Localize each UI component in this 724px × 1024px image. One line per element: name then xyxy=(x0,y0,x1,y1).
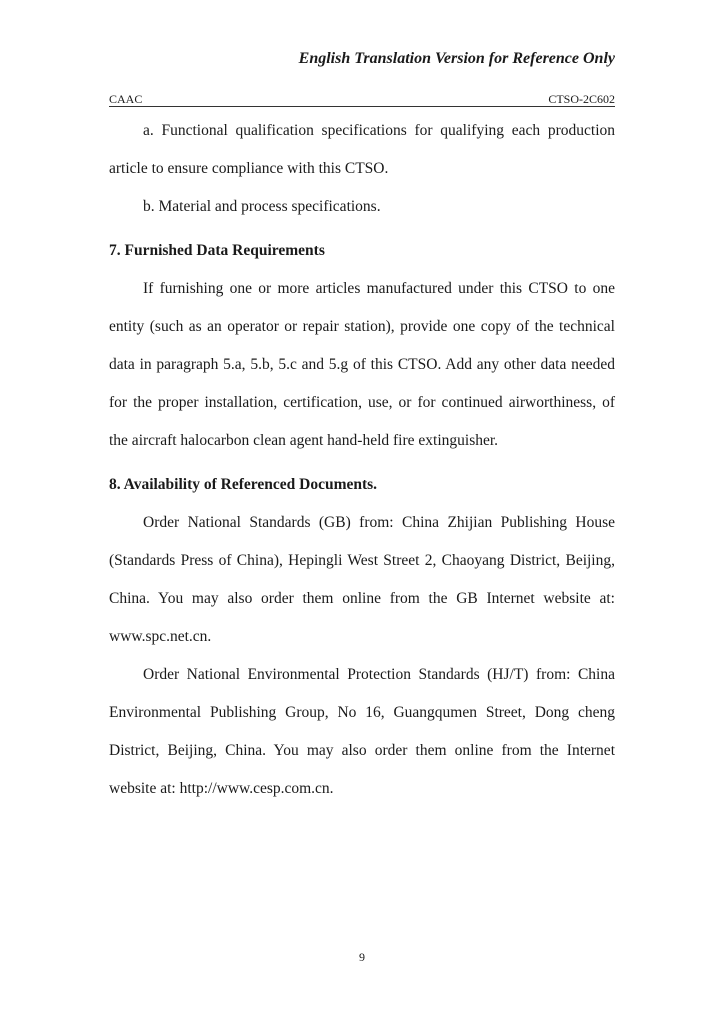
paragraph-a: a. Functional qualification specifications for qualifying each production article to ensure compliance with this CTSO. xyxy=(109,122,615,177)
section-8-heading: 8. Availability of Referenced Documents. xyxy=(109,476,378,493)
header-document-id: CTSO-2C602 xyxy=(548,92,615,106)
document-body xyxy=(109,112,615,808)
header-organization: CAAC xyxy=(109,92,143,106)
section-7-heading: 7. Furnished Data Requirements xyxy=(109,242,325,259)
running-header xyxy=(109,92,615,107)
section-8-paragraph-1: Order National Standards (GB) from: China Zhijian Publishing House (Standards Press of China), Hepingli West Street 2, Chaoyang District, Beijing, China. You may also order them online from the GB Internet website at: www.spc.net.cn. xyxy=(109,514,615,645)
section-7-paragraph: If furnishing one or more articles manufactured under this CTSO to one entity (such as an operator or repair station), provide one copy of the technical data in paragraph 5.a, 5.b, 5.c and 5.g of this CTSO. Add any other data needed for the proper installation, certification, use, or for continued airworthiness, of the aircraft halocarbon clean agent hand-held fire extinguisher. xyxy=(109,280,615,449)
page-number: 9 xyxy=(359,950,365,964)
section-8-paragraph-2: Order National Environmental Protection Standards (HJ/T) from: China Environmental Publishing Group, No 16, Guangqumen Street, Dong cheng District, Beijing, China. You may also order them online from the Internet website at: http://www.cesp.com.cn. xyxy=(109,666,615,797)
header-title: English Translation Version for Reference Only xyxy=(298,50,615,67)
paragraph-b: b. Material and process specifications. xyxy=(143,198,381,215)
